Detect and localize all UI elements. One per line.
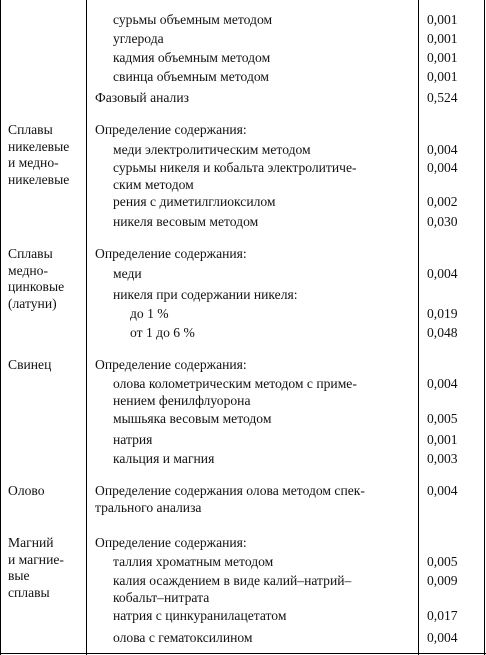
value-cell: 0,009: [427, 573, 458, 588]
description-text: олова колометрическим методом с приме-: [113, 376, 357, 391]
material-line: и медно-: [8, 155, 59, 171]
value-cell: 0,004: [427, 376, 458, 391]
material-cell: [8, 246, 64, 312]
description-text: кальция и магния: [113, 451, 215, 466]
column-divider-material: [86, 0, 87, 655]
material-cell: [8, 357, 51, 374]
value-cell: 0,004: [427, 142, 458, 157]
value-cell: 0,005: [427, 411, 458, 426]
description-text: свинца объемным методом: [113, 69, 270, 84]
material-line: вые: [8, 568, 30, 584]
description-text: олова с гематоксилином: [113, 630, 253, 645]
description-text: Фазовый анализ: [95, 90, 189, 105]
description-text: рения с диметилглиоксилом: [113, 194, 276, 209]
material-line: медно-: [8, 262, 48, 278]
bottom-border: [0, 653, 486, 654]
value-cell: 0,002: [427, 194, 458, 209]
description-text: никеля при содержании никеля:: [113, 287, 298, 302]
description-text: Определение содержания:: [95, 535, 247, 550]
value-cell: 0,003: [427, 451, 458, 466]
description-text: сурьмы объемным методом: [113, 12, 273, 27]
description-text: трального анализа: [95, 499, 202, 515]
description-text: мышьяка весовым методом: [113, 411, 272, 426]
material-line: сплавы: [8, 584, 50, 600]
material-line: Олово: [8, 483, 45, 498]
description-text: меди электролитическим методом: [113, 142, 311, 157]
value-cell: 0,030: [427, 214, 458, 229]
description-text: Определение содержания:: [95, 122, 247, 137]
value-cell: 0,004: [427, 266, 458, 281]
value-cell: 0,001: [427, 50, 458, 65]
material-cell: [8, 122, 69, 188]
material-line: никелевые: [8, 138, 70, 154]
description-text: углерода: [113, 31, 164, 46]
description-text: таллия хроматным методом: [113, 554, 274, 569]
description-text: меди: [113, 266, 142, 281]
description-text: кобальт–нитрата: [113, 589, 210, 605]
material-line: никелевые: [8, 171, 70, 187]
value-cell: 0,019: [427, 306, 458, 321]
material-line: и магние-: [8, 551, 64, 567]
material-line: (латуни): [8, 295, 57, 311]
material-cell: [8, 483, 45, 500]
material-line: Сплавы: [8, 246, 53, 261]
value-cell: 0,001: [427, 31, 458, 46]
material-line: Магний: [8, 535, 54, 550]
material-line: цинковые: [8, 279, 65, 295]
description-text: сурьмы никеля и кобальта электролитиче-: [113, 160, 357, 175]
value-cell: 0,524: [427, 90, 458, 105]
value-cell: 0,017: [427, 608, 458, 623]
value-cell: 0,004: [427, 630, 458, 645]
description-text: калия осаждением в виде калий–натрий–: [113, 573, 352, 588]
description-text: нением фенилфлуорона: [113, 392, 251, 408]
description-text: натрия с цинкуранилацетатом: [113, 608, 287, 623]
description-text: Определение содержания олова методом спек-: [95, 483, 365, 498]
description-text: кадмия объемным методом: [113, 50, 271, 65]
description-text: Определение содержания:: [95, 357, 247, 372]
right-border: [484, 0, 485, 655]
value-cell: 0,004: [427, 483, 458, 498]
value-cell: 0,001: [427, 12, 458, 27]
left-border: [0, 0, 1, 655]
material-line: Сплавы: [8, 122, 53, 137]
material-line: Свинец: [8, 357, 52, 372]
value-cell: 0,048: [427, 325, 458, 340]
material-cell: [8, 535, 64, 601]
value-cell: 0,004: [427, 160, 458, 175]
description-text: ским методом: [113, 176, 194, 192]
value-cell: 0,001: [427, 432, 458, 447]
column-divider-value: [418, 0, 419, 655]
value-cell: 0,005: [427, 554, 458, 569]
description-text: Определение содержания:: [95, 246, 247, 261]
description-text: до 1 %: [130, 306, 169, 321]
description-text: от 1 до 6 %: [130, 325, 195, 340]
description-text: натрия: [113, 432, 153, 447]
value-cell: 0,001: [427, 69, 458, 84]
description-text: никеля весовым методом: [113, 214, 259, 229]
